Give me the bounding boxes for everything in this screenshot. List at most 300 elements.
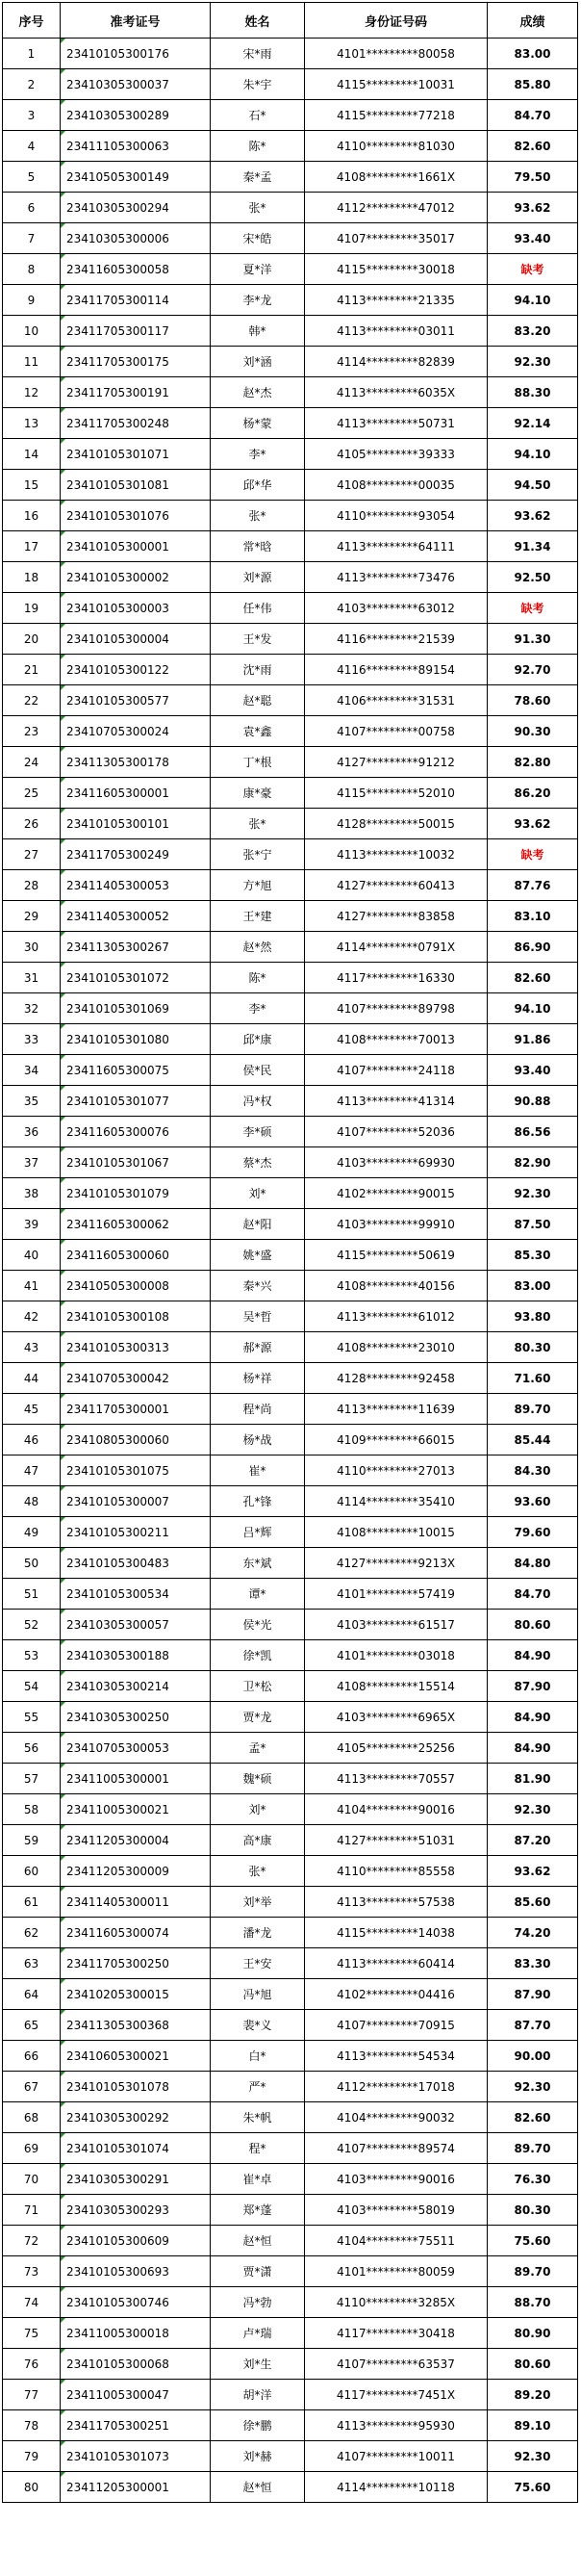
text-number-indicator-icon — [61, 870, 65, 875]
name-cell: 姚*盛 — [211, 1240, 305, 1271]
id-card-cell: 4116*********89154 — [305, 655, 488, 685]
serial-no-cell: 22 — [3, 685, 61, 716]
id-card-cell: 4105*********39333 — [305, 439, 488, 470]
exam-id-text: 23411705300001 — [66, 1402, 169, 1416]
name-cell: 常*晗 — [211, 531, 305, 562]
table-row — [3, 1825, 578, 1856]
serial-no-cell: 51 — [3, 1579, 61, 1610]
text-number-indicator-icon — [61, 223, 65, 228]
name-cell: 张* — [211, 193, 305, 223]
id-card-cell: 4115*********77218 — [305, 100, 488, 131]
exam-id-cell — [61, 2380, 211, 2410]
table-row — [3, 1733, 578, 1764]
exam-id-text: 23410105301075 — [66, 1463, 169, 1478]
exam-id-cell — [61, 1887, 211, 1918]
id-card-cell: 4107*********35017 — [305, 223, 488, 254]
text-number-indicator-icon — [61, 993, 65, 998]
exam-id-text: 23411305300368 — [66, 2018, 169, 2032]
table-row — [3, 809, 578, 839]
text-number-indicator-icon — [61, 2318, 65, 2323]
exam-id-text: 23411705300117 — [66, 323, 169, 338]
id-card-cell: 4103*********61517 — [305, 1610, 488, 1640]
id-card-cell: 4115*********52010 — [305, 778, 488, 809]
score-cell: 94.10 — [488, 439, 578, 470]
name-cell: 王*发 — [211, 624, 305, 655]
table-row — [3, 562, 578, 593]
name-cell: 宋*雨 — [211, 39, 305, 69]
text-number-indicator-icon — [61, 1055, 65, 1060]
name-cell: 程*尚 — [211, 1394, 305, 1425]
text-number-indicator-icon — [61, 1764, 65, 1768]
id-card-cell: 4102*********04416 — [305, 1979, 488, 2010]
score-cell: 85.60 — [488, 1887, 578, 1918]
exam-id-cell — [61, 316, 211, 347]
text-number-indicator-icon — [61, 2441, 65, 2446]
table-row — [3, 501, 578, 531]
score-cell: 82.80 — [488, 747, 578, 778]
exam-id-text: 23410105300746 — [66, 2295, 169, 2309]
name-cell: 侯*民 — [211, 1055, 305, 1086]
id-card-cell: 4102*********90015 — [305, 1178, 488, 1209]
exam-id-cell — [61, 1455, 211, 1486]
name-cell: 李*龙 — [211, 285, 305, 316]
serial-no-cell: 32 — [3, 993, 61, 1024]
exam-id-cell — [61, 747, 211, 778]
serial-no-cell: 16 — [3, 501, 61, 531]
name-cell: 刘*举 — [211, 1887, 305, 1918]
table-row — [3, 1610, 578, 1640]
text-number-indicator-icon — [61, 439, 65, 444]
exam-id-cell — [61, 1856, 211, 1887]
exam-id-cell — [61, 1055, 211, 1086]
exam-id-cell — [61, 1486, 211, 1517]
id-card-cell: 4117*********30418 — [305, 2318, 488, 2349]
exam-id-text: 23411205300009 — [66, 1864, 169, 1878]
exam-id-cell — [61, 593, 211, 624]
exam-id-cell — [61, 1733, 211, 1764]
exam-id-text: 23410105301079 — [66, 1186, 169, 1200]
exam-id-text: 23410105300534 — [66, 1586, 169, 1601]
table-row — [3, 2472, 578, 2503]
exam-id-text: 23410105301074 — [66, 2141, 169, 2155]
exam-id-cell — [61, 1394, 211, 1425]
text-number-indicator-icon — [61, 1209, 65, 1214]
serial-no-cell: 59 — [3, 1825, 61, 1856]
table-row — [3, 1671, 578, 1702]
table-row — [3, 2041, 578, 2072]
exam-id-cell — [61, 501, 211, 531]
exam-id-cell — [61, 347, 211, 377]
serial-no-cell: 48 — [3, 1486, 61, 1517]
name-cell: 方*旭 — [211, 870, 305, 901]
name-cell: 孔*锋 — [211, 1486, 305, 1517]
exam-id-cell — [61, 1610, 211, 1640]
score-cell: 89.70 — [488, 1394, 578, 1425]
exam-id-text: 23411605300075 — [66, 1063, 169, 1077]
name-cell: 徐*凯 — [211, 1640, 305, 1671]
score-cell: 87.50 — [488, 1209, 578, 1240]
id-card-cell: 4117*********16330 — [305, 963, 488, 993]
score-cell: 缺考 — [488, 593, 578, 624]
exam-id-text: 23411605300058 — [66, 262, 169, 276]
serial-no-cell: 17 — [3, 531, 61, 562]
exam-id-cell — [61, 716, 211, 747]
score-cell: 93.40 — [488, 223, 578, 254]
text-number-indicator-icon — [61, 39, 65, 43]
table-row — [3, 1425, 578, 1455]
exam-id-text: 23410305300006 — [66, 231, 169, 245]
score-cell: 75.60 — [488, 2472, 578, 2503]
name-cell: 石* — [211, 100, 305, 131]
exam-id-cell — [61, 162, 211, 193]
exam-id-text: 23411005300047 — [66, 2387, 169, 2402]
exam-id-text: 23410105301078 — [66, 2079, 169, 2094]
text-number-indicator-icon — [61, 1301, 65, 1306]
exam-id-text: 23411605300076 — [66, 1124, 169, 1139]
serial-no-cell: 78 — [3, 2410, 61, 2441]
serial-no-cell: 19 — [3, 593, 61, 624]
id-card-cell: 4110*********3285X — [305, 2287, 488, 2318]
score-cell: 80.90 — [488, 2318, 578, 2349]
serial-no-cell: 42 — [3, 1301, 61, 1332]
serial-no-cell: 8 — [3, 254, 61, 285]
serial-no-cell: 76 — [3, 2349, 61, 2380]
exam-id-cell — [61, 1825, 211, 1856]
name-cell: 郝*源 — [211, 1332, 305, 1363]
name-cell: 赵*恒 — [211, 2472, 305, 2503]
text-number-indicator-icon — [61, 2072, 65, 2076]
id-card-cell: 4116*********21539 — [305, 624, 488, 655]
serial-no-cell: 28 — [3, 870, 61, 901]
table-row — [3, 1948, 578, 1979]
header-score: 成绩 — [488, 3, 578, 39]
name-cell: 东*斌 — [211, 1548, 305, 1579]
exam-id-text: 23410705300024 — [66, 724, 169, 738]
id-card-cell: 4115*********50619 — [305, 1240, 488, 1271]
text-number-indicator-icon — [61, 624, 65, 629]
score-cell: 83.20 — [488, 316, 578, 347]
name-cell: 谭* — [211, 1579, 305, 1610]
table-row — [3, 2287, 578, 2318]
table-row — [3, 223, 578, 254]
table-row — [3, 1055, 578, 1086]
text-number-indicator-icon — [61, 809, 65, 813]
exam-id-cell — [61, 1332, 211, 1363]
score-cell: 93.62 — [488, 1856, 578, 1887]
score-cell: 82.60 — [488, 963, 578, 993]
exam-id-cell — [61, 1178, 211, 1209]
exam-id-text: 23410505300149 — [66, 169, 169, 184]
score-cell: 90.00 — [488, 2041, 578, 2072]
exam-id-text: 23410105300577 — [66, 693, 169, 708]
text-number-indicator-icon — [61, 1887, 65, 1892]
table-row — [3, 1702, 578, 1733]
exam-id-cell — [61, 285, 211, 316]
id-card-cell: 4110*********85558 — [305, 1856, 488, 1887]
score-cell: 83.10 — [488, 901, 578, 932]
score-cell: 78.60 — [488, 685, 578, 716]
exam-id-text: 23411705300175 — [66, 354, 169, 369]
name-cell: 冯*权 — [211, 1086, 305, 1117]
exam-id-cell — [61, 2472, 211, 2503]
text-number-indicator-icon — [61, 162, 65, 167]
name-cell: 崔* — [211, 1455, 305, 1486]
serial-no-cell: 46 — [3, 1425, 61, 1455]
serial-no-cell: 14 — [3, 439, 61, 470]
table-row — [3, 2441, 578, 2472]
id-card-cell: 4107*********89574 — [305, 2133, 488, 2164]
exam-id-cell — [61, 624, 211, 655]
id-card-cell: 4113*********70557 — [305, 1764, 488, 1794]
score-cell: 76.30 — [488, 2164, 578, 2195]
id-card-cell: 4113*********54534 — [305, 2041, 488, 2072]
exam-id-text: 23411605300062 — [66, 1217, 169, 1231]
serial-no-cell: 37 — [3, 1147, 61, 1178]
table-row — [3, 1086, 578, 1117]
text-number-indicator-icon — [61, 716, 65, 721]
text-number-indicator-icon — [61, 316, 65, 321]
id-card-cell: 4107*********63537 — [305, 2349, 488, 2380]
score-cell: 75.60 — [488, 2226, 578, 2256]
score-cell: 缺考 — [488, 839, 578, 870]
exam-id-cell — [61, 2410, 211, 2441]
id-card-cell: 4112*********47012 — [305, 193, 488, 223]
score-cell: 82.60 — [488, 131, 578, 162]
id-card-cell: 4103*********69930 — [305, 1147, 488, 1178]
score-cell: 83.00 — [488, 1271, 578, 1301]
exam-id-text: 23410105300609 — [66, 2233, 169, 2248]
table-row — [3, 316, 578, 347]
id-card-cell: 4110*********93054 — [305, 501, 488, 531]
text-number-indicator-icon — [61, 2226, 65, 2230]
name-cell: 崔*卓 — [211, 2164, 305, 2195]
exam-id-text: 23410105301080 — [66, 1032, 169, 1046]
id-card-cell: 4114*********82839 — [305, 347, 488, 377]
exam-id-text: 23410305300037 — [66, 77, 169, 91]
score-cell: 94.10 — [488, 285, 578, 316]
table-row — [3, 716, 578, 747]
serial-no-cell: 4 — [3, 131, 61, 162]
name-cell: 裴*义 — [211, 2010, 305, 2041]
table-row — [3, 1024, 578, 1055]
name-cell: 刘*生 — [211, 2349, 305, 2380]
table-row — [3, 100, 578, 131]
id-card-cell: 4104*********90016 — [305, 1794, 488, 1825]
score-cell: 79.60 — [488, 1517, 578, 1548]
score-cell: 92.50 — [488, 562, 578, 593]
exam-id-cell — [61, 2195, 211, 2226]
name-cell: 沈*雨 — [211, 655, 305, 685]
table-row — [3, 1271, 578, 1301]
score-cell: 90.88 — [488, 1086, 578, 1117]
id-card-cell: 4108*********70013 — [305, 1024, 488, 1055]
id-card-cell: 4107*********89798 — [305, 993, 488, 1024]
score-cell: 80.30 — [488, 2195, 578, 2226]
serial-no-cell: 67 — [3, 2072, 61, 2102]
exam-id-cell — [61, 2256, 211, 2287]
name-cell: 郑*蓬 — [211, 2195, 305, 2226]
score-cell: 87.90 — [488, 1979, 578, 2010]
exam-id-text: 23410105300313 — [66, 1340, 169, 1354]
exam-id-text: 23411605300074 — [66, 1925, 169, 1940]
score-cell: 86.90 — [488, 932, 578, 963]
id-card-cell: 4107*********00758 — [305, 716, 488, 747]
name-cell: 李* — [211, 993, 305, 1024]
exam-id-cell — [61, 2072, 211, 2102]
table-row — [3, 1240, 578, 1271]
score-cell: 91.34 — [488, 531, 578, 562]
score-cell: 84.90 — [488, 1733, 578, 1764]
id-card-cell: 4113*********50731 — [305, 408, 488, 439]
score-cell: 83.30 — [488, 1948, 578, 1979]
exam-id-text: 23410305300292 — [66, 2110, 169, 2125]
text-number-indicator-icon — [61, 1086, 65, 1091]
text-number-indicator-icon — [61, 839, 65, 844]
id-card-cell: 4103*********90016 — [305, 2164, 488, 2195]
serial-no-cell: 21 — [3, 655, 61, 685]
exam-id-text: 23410105300122 — [66, 662, 169, 677]
text-number-indicator-icon — [61, 685, 65, 690]
exam-id-cell — [61, 1517, 211, 1548]
serial-no-cell: 29 — [3, 901, 61, 932]
serial-no-cell: 39 — [3, 1209, 61, 1240]
score-cell: 87.76 — [488, 870, 578, 901]
exam-id-text: 23411305300267 — [66, 940, 169, 954]
name-cell: 卫*松 — [211, 1671, 305, 1702]
serial-no-cell: 47 — [3, 1455, 61, 1486]
table-row — [3, 593, 578, 624]
table-row — [3, 1887, 578, 1918]
exam-id-text: 23410105300003 — [66, 601, 169, 615]
exam-id-text: 23410105301069 — [66, 1001, 169, 1016]
serial-no-cell: 56 — [3, 1733, 61, 1764]
exam-id-cell — [61, 809, 211, 839]
serial-no-cell: 15 — [3, 470, 61, 501]
exam-id-cell — [61, 685, 211, 716]
exam-id-cell — [61, 1979, 211, 2010]
exam-id-cell — [61, 778, 211, 809]
id-card-cell: 4127*********60413 — [305, 870, 488, 901]
exam-id-text: 23410105300176 — [66, 46, 169, 61]
score-cell: 74.20 — [488, 1918, 578, 1948]
id-card-cell: 4114*********35410 — [305, 1486, 488, 1517]
id-card-cell: 4113*********73476 — [305, 562, 488, 593]
exam-id-text: 23411005300021 — [66, 1802, 169, 1816]
id-card-cell: 4113*********11639 — [305, 1394, 488, 1425]
table-row — [3, 2010, 578, 2041]
table-body — [3, 39, 578, 2503]
text-number-indicator-icon — [61, 470, 65, 475]
serial-no-cell: 71 — [3, 2195, 61, 2226]
id-card-cell: 4107*********52036 — [305, 1117, 488, 1147]
text-number-indicator-icon — [61, 1271, 65, 1275]
text-number-indicator-icon — [61, 655, 65, 659]
text-number-indicator-icon — [61, 1147, 65, 1152]
exam-id-cell — [61, 870, 211, 901]
score-cell: 80.60 — [488, 2349, 578, 2380]
exam-id-cell — [61, 1024, 211, 1055]
id-card-cell: 4115*********30018 — [305, 254, 488, 285]
exam-id-text: 23410105300068 — [66, 2357, 169, 2371]
serial-no-cell: 49 — [3, 1517, 61, 1548]
id-card-cell: 4112*********17018 — [305, 2072, 488, 2102]
table-row — [3, 2195, 578, 2226]
serial-no-cell: 73 — [3, 2256, 61, 2287]
serial-no-cell: 66 — [3, 2041, 61, 2072]
serial-no-cell: 64 — [3, 1979, 61, 2010]
exam-id-text: 23410605300021 — [66, 2048, 169, 2063]
score-cell: 94.50 — [488, 470, 578, 501]
serial-no-cell: 68 — [3, 2102, 61, 2133]
text-number-indicator-icon — [61, 1178, 65, 1183]
table-row — [3, 2072, 578, 2102]
exam-id-cell — [61, 1948, 211, 1979]
exam-id-cell — [61, 963, 211, 993]
score-cell: 84.70 — [488, 100, 578, 131]
score-cell: 88.70 — [488, 2287, 578, 2318]
exam-id-cell — [61, 2318, 211, 2349]
table-row — [3, 1918, 578, 1948]
serial-no-cell: 70 — [3, 2164, 61, 2195]
text-number-indicator-icon — [61, 131, 65, 136]
id-card-cell: 4103*********63012 — [305, 593, 488, 624]
serial-no-cell: 63 — [3, 1948, 61, 1979]
text-number-indicator-icon — [61, 69, 65, 74]
id-card-cell: 4108*********23010 — [305, 1332, 488, 1363]
exam-id-text: 23410105300108 — [66, 1309, 169, 1324]
name-cell: 杨*祥 — [211, 1363, 305, 1394]
text-number-indicator-icon — [61, 531, 65, 536]
id-card-cell: 4115*********14038 — [305, 1918, 488, 1948]
id-card-cell: 4108*********00035 — [305, 470, 488, 501]
text-number-indicator-icon — [61, 778, 65, 783]
exam-id-cell — [61, 1301, 211, 1332]
score-cell: 81.90 — [488, 1764, 578, 1794]
id-card-cell: 4113*********57538 — [305, 1887, 488, 1918]
table-row — [3, 901, 578, 932]
text-number-indicator-icon — [61, 377, 65, 382]
id-card-cell: 4117*********7451X — [305, 2380, 488, 2410]
text-number-indicator-icon — [61, 1794, 65, 1799]
table-row — [3, 1548, 578, 1579]
header-name: 姓名 — [211, 3, 305, 39]
exam-id-text: 23410105300693 — [66, 2264, 169, 2279]
score-cell: 92.30 — [488, 2072, 578, 2102]
serial-no-cell: 24 — [3, 747, 61, 778]
exam-id-cell — [61, 531, 211, 562]
text-number-indicator-icon — [61, 562, 65, 567]
id-card-cell: 4113*********03011 — [305, 316, 488, 347]
text-number-indicator-icon — [61, 2410, 65, 2415]
id-card-cell: 4107*********70915 — [305, 2010, 488, 2041]
text-number-indicator-icon — [61, 901, 65, 906]
name-cell: 刘*涵 — [211, 347, 305, 377]
exam-id-cell — [61, 1363, 211, 1394]
exam-id-text: 23410205300015 — [66, 1987, 169, 2001]
name-cell: 邱*康 — [211, 1024, 305, 1055]
serial-no-cell: 77 — [3, 2380, 61, 2410]
score-table — [2, 2, 578, 2503]
id-card-cell: 4108*********15514 — [305, 1671, 488, 1702]
table-row — [3, 747, 578, 778]
name-cell: 丁*根 — [211, 747, 305, 778]
serial-no-cell: 65 — [3, 2010, 61, 2041]
score-cell: 80.30 — [488, 1332, 578, 1363]
serial-no-cell: 80 — [3, 2472, 61, 2503]
name-cell: 邱*华 — [211, 470, 305, 501]
exam-id-cell — [61, 2133, 211, 2164]
table-row — [3, 2410, 578, 2441]
